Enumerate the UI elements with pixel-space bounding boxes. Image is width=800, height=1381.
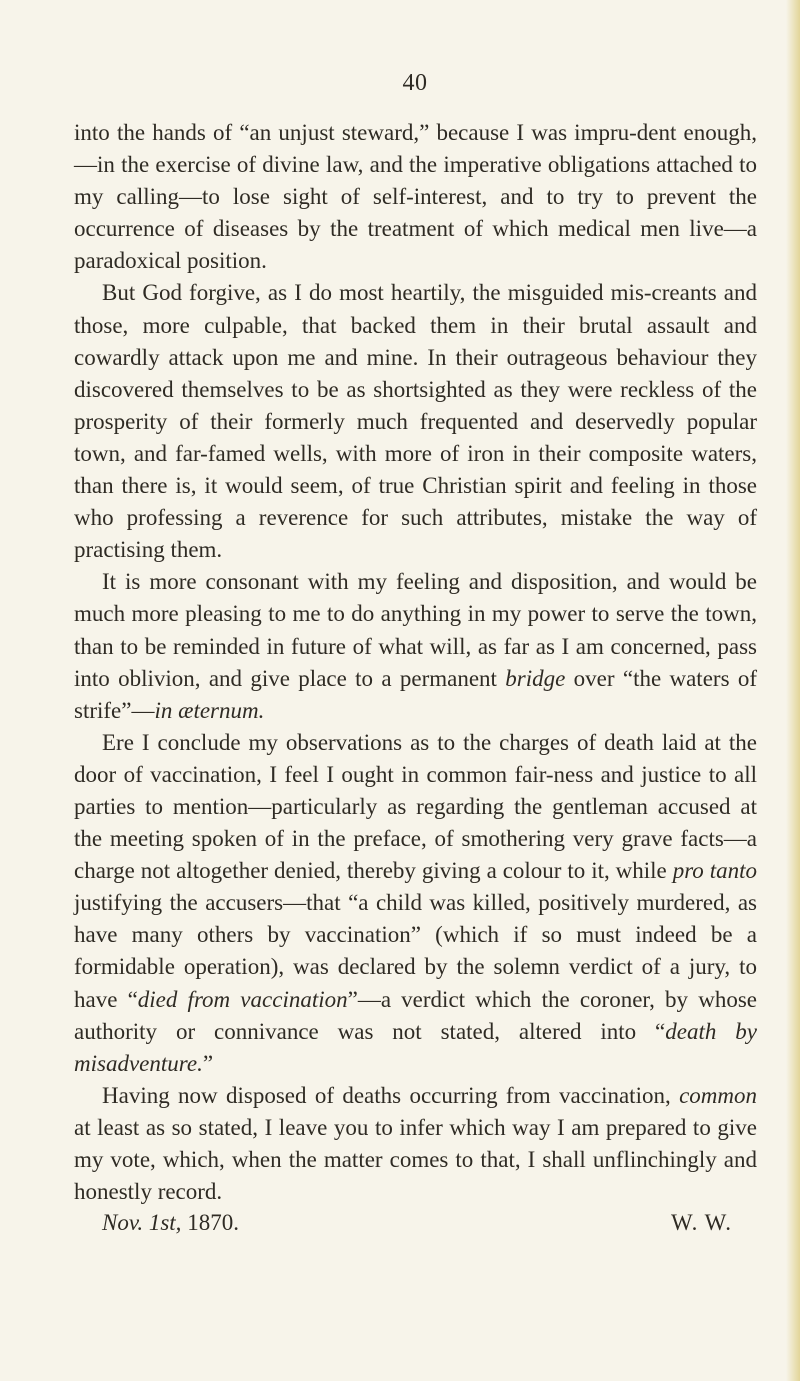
paragraph-4-italic-pro-tanto: pro tanto [672, 858, 757, 884]
signoff-date [102, 1207, 239, 1239]
paragraph-4-text-a: Ere I conclude my observations as to the charges of death laid at the door of vaccination, I feel I ought in common fair-ness and justice to all parties to mention—particularly as regarding the gentleman accused at the meeting spoken of in the preface, of smothering very grave facts—a charge not altogether denied, thereby giving a colour to it, while [74, 729, 757, 884]
paragraph-3-text-a: It is more consonant with my feeling and disposition, and would be much more pleasing to me to do anything in my power to serve the town, than to be reminded in future of what will, as far as I am concerned, pass into oblivion, and give place to a permanent [74, 569, 757, 691]
paragraph-4 [74, 727, 757, 1080]
paragraph-5-text-a: Having now disposed of deaths occurring from vaccination, [102, 1082, 680, 1108]
paragraph-4-italic-death-by-misadventure: death by misadventure. [74, 1018, 757, 1076]
paragraph-5-text-b: at least as so stated, I leave you to infer which way I am prepared to give my vote, which, when the matter comes to that, I shall unflinchingly and honestly record. [74, 1114, 757, 1205]
paragraph-1-text: into the hands of “an unjust steward,” because I was impru-dent enough,—in the exercise of divine law, and the imperative obligations attached to my calling—to lose sight of self-interest, and to try to prevent the occurrence of diseases by the treatment of which medical men live—a paradoxical position. [74, 120, 757, 274]
page-number: 40 [402, 70, 428, 96]
paragraph-4-italic-died-from-vaccination: died from vaccination [137, 986, 348, 1012]
signoff-line [74, 1207, 757, 1240]
paragraph-3-text-b: over “the waters of strife”— [74, 665, 757, 723]
paragraph-4-text-d: ” [202, 1050, 214, 1076]
paragraph-5-italic-common: common [679, 1082, 757, 1108]
paragraph-2-text: But God forgive, as I do most heartily, the misguided mis-creants and those, more culpable, that backed them in their brutal assault and cowardly attack upon me and mine. In their outrageous behaviour they discovered themselves to be as shortsighted as they were reckless of the prosperity of their formerly much frequented and deservedly popular town, and far-famed wells, with more of iron in their composite waters, than there is, it would seem, of true Christian spirit and feeling in those who professing a reverence for such attributes, mistake the way of practising them. [74, 280, 757, 563]
paragraph-3 [74, 566, 757, 726]
signoff-date-prefix: Nov. 1st, [102, 1210, 182, 1236]
paragraph-4-text-c: ”—a verdict which the coroner, by whose authority or connivance was not stated, altered into “ [74, 986, 757, 1044]
paragraph-4-text-b: justifying the accusers—that “a child was killed, positively murdered, as have many others by vaccination” (which if so must indeed be a formidable operation), was declared by the solemn verdict of a jury, to have “ [74, 890, 757, 1012]
paragraph-1 [74, 117, 757, 277]
paragraph-3-italic-aeternum: in æternum. [154, 697, 265, 723]
page-edge-shading [786, 0, 800, 1381]
signoff-initials: W. W. [670, 1210, 732, 1236]
paragraph-2 [74, 277, 757, 566]
paragraph-5 [74, 1080, 757, 1208]
signoff-date-year: 1870. [187, 1210, 239, 1236]
paragraph-3-italic-bridge: bridge [505, 665, 566, 691]
body-text [74, 117, 757, 1240]
